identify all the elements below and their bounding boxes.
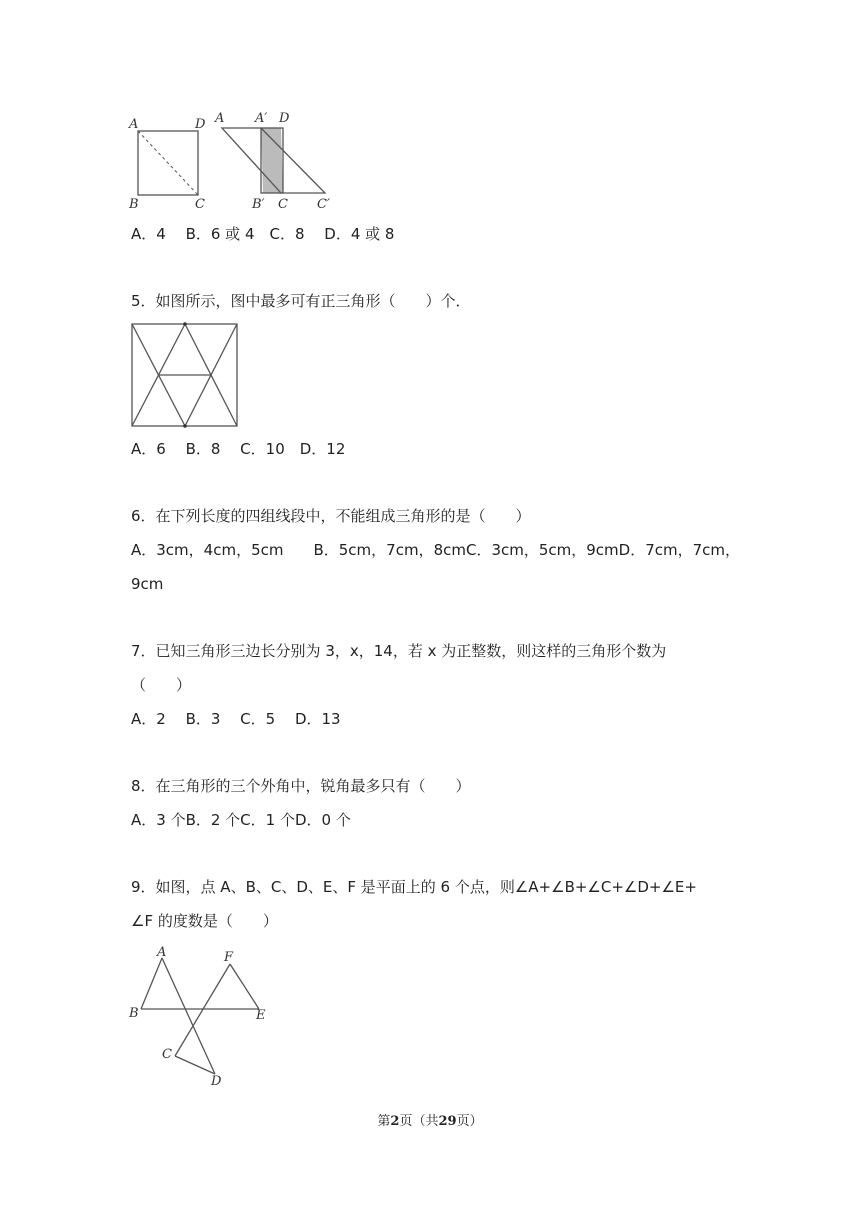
q4-label-a-prime: A′ (255, 111, 268, 126)
q9-stem-line1: 9．如图，点 A、B、C、D、E、F 是平面上的 6 个点，则∠A+∠B+∠C+∠D+∠E+ (131, 878, 697, 896)
q6-options-line1: A．3cm，4cm，5cm B．5cm，7cm，8cmC．3cm，5cm，9cmD．7cm，7cm， (131, 541, 741, 559)
footer-prefix: 第 (377, 1114, 391, 1129)
q9-line-fc (175, 964, 230, 1056)
q4-label-b-prime: B′ (252, 197, 265, 212)
q4-label-a2: A (215, 111, 225, 126)
footer-total-pages: 29 (438, 1114, 457, 1129)
q4-label-c2: C (278, 197, 288, 212)
q6-stem: 6．在下列长度的四组线段中，不能组成三角形的是（ ） (131, 507, 531, 525)
q9-label-e: E (256, 1008, 266, 1023)
q4-diagonal (138, 131, 198, 195)
footer-page-number: 2 (390, 1114, 400, 1129)
q5-stem: 5．如图所示，图中最多可有正三角形（ ）个． (131, 292, 471, 310)
q9-figure (125, 944, 275, 1090)
q4-label-b: B (129, 197, 139, 212)
q5-figure (131, 323, 241, 429)
q9-label-a: A (157, 945, 167, 960)
q7-options: A．2 B．3 C．5 D．13 (131, 710, 341, 728)
q9-label-f: F (224, 950, 234, 965)
q5-options: A．6 B．8 C．10 D．12 (131, 440, 346, 458)
q9-line-fe (230, 964, 259, 1009)
q5-bottom-point (183, 424, 187, 428)
q4-label-c: C (195, 197, 205, 212)
q4-figure (125, 108, 345, 212)
footer-mid: 页（共 (399, 1114, 439, 1129)
q8-stem: 8．在三角形的三个外角中，锐角最多只有（ ） (131, 777, 471, 795)
q9-label-d: D (211, 1074, 222, 1089)
q6-options-line2: 9cm (131, 575, 164, 593)
footer-suffix: 页） (456, 1114, 483, 1129)
q9-stem-line2: ∠F 的度数是（ ） (131, 912, 278, 930)
q4-options: A．4 B．6 或 4 C．8 D．4 或 8 (131, 225, 395, 243)
q4-label-c-prime: C′ (317, 197, 330, 212)
q7-stem-line1: 7．已知三角形三边长分别为 3，x，14，若 x 为正整数，则这样的三角形个数为 (131, 642, 667, 660)
q9-line-ab (141, 958, 162, 1009)
q7-stem-line2: （ ） (131, 676, 192, 694)
q4-label-a: A (129, 117, 139, 132)
q9-label-b: B (129, 1006, 139, 1021)
q9-line-cd (175, 1056, 215, 1074)
q5-top-point (183, 322, 187, 326)
q4-label-d: D (195, 117, 206, 132)
q8-options: A．3 个B．2 个C．1 个D．0 个 (131, 811, 351, 829)
page-footer (0, 1110, 860, 1129)
q4-label-d2: D (279, 111, 290, 126)
q9-label-c: C (162, 1047, 172, 1062)
